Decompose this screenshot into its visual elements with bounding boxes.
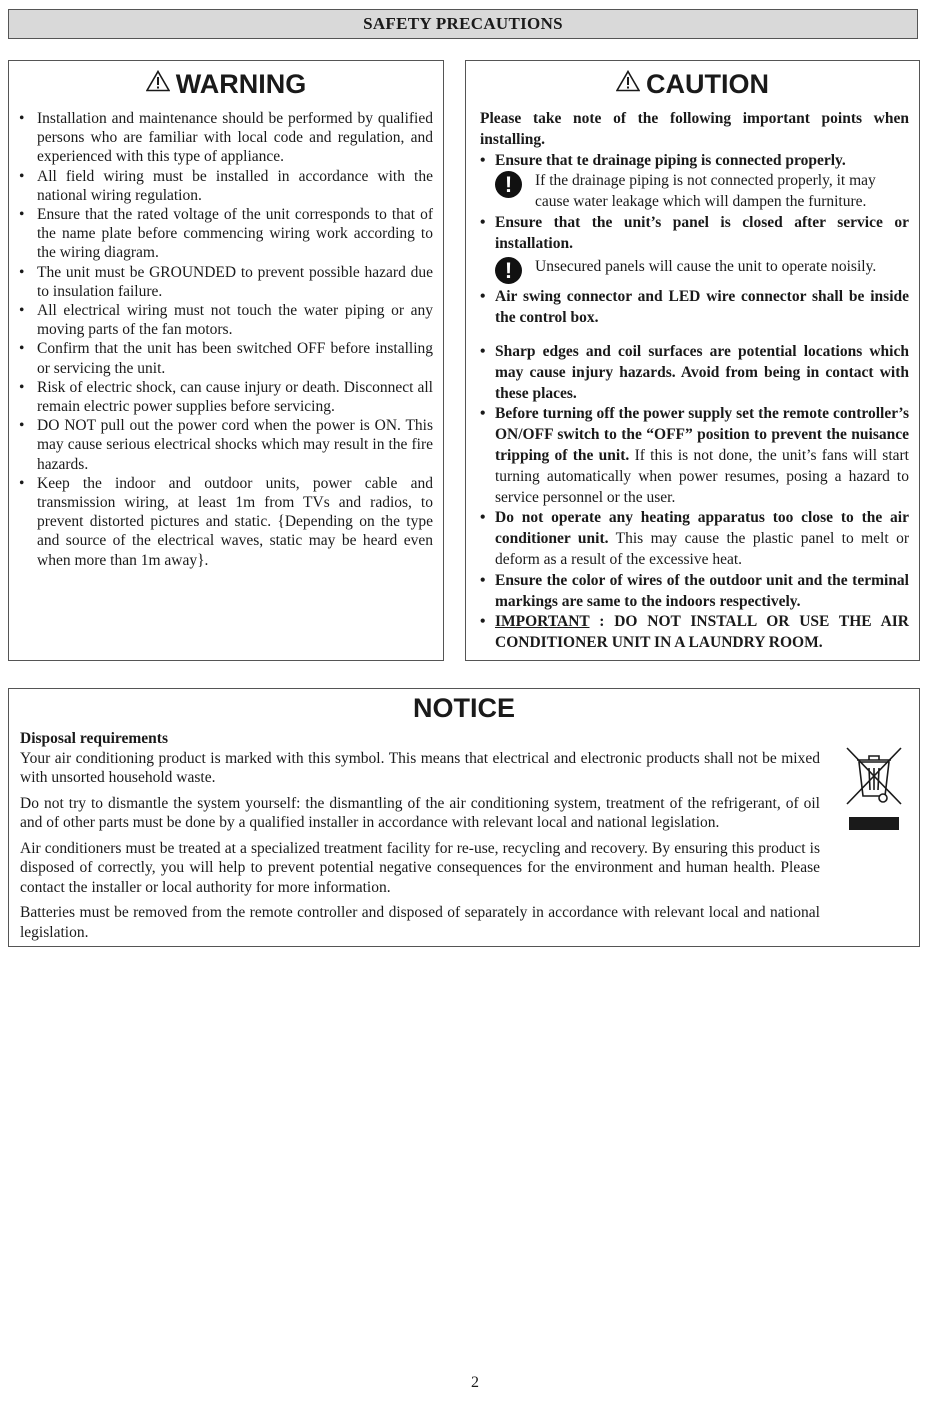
caution-title: CAUTION xyxy=(646,69,769,99)
caution-list xyxy=(480,287,909,329)
caution-list xyxy=(480,342,909,654)
list-item: • Do not operate any heating apparatus too close to the air conditioner unit. This may cause the plastic panel to melt or deform as a result of the excessive heat. xyxy=(480,509,909,568)
caution-list xyxy=(480,151,909,172)
page-number: 2 xyxy=(471,1374,479,1391)
exclamation-icon: ! xyxy=(495,171,522,198)
notice-paragraph: Do not try to dismantle the system yourself: the dismantling of the air conditioning system, treatment of the refrigerant, of oil and of other parts must be done by a qualified installer in accordance with relevant local and national legislation. xyxy=(20,794,820,831)
list-item: • Risk of electric shock, can cause injury or death. Disconnect all remain electric power supplies before servicing. xyxy=(19,378,433,416)
notice-paragraph: Air conditioners must be treated at a specialized treatment facility for re-use, recycling and recovery. By ensuring this product is disposed of correctly, you will help to prevent potential negative consequences for the environment and human health. Please contact the installer or local authority for more information. xyxy=(20,839,820,896)
notice-panel xyxy=(8,688,920,947)
warning-triangle-icon xyxy=(146,66,170,100)
list-item: • All electrical wiring must not touch the water piping or any moving parts of the fan motors. xyxy=(19,302,433,339)
warning-list xyxy=(9,109,433,570)
notice-paragraph: Your air conditioning product is marked with this symbol. This means that electrical and electronic products shall not be mixed with unsorted household waste. xyxy=(20,749,820,786)
caution-note: ! If the drainage piping is not connected properly, it may cause water leakage which will dampen the furniture. xyxy=(495,171,909,213)
notice-body xyxy=(20,729,820,948)
section-header: SAFETY PRECAUTIONS xyxy=(8,9,918,39)
list-item: • Before turning off the power supply set the remote controller’s ON/OFF switch to the “OFF” position to prevent the nuisance tripping of the unit. If this is not done, the unit’s fans will start turning automatically when power resumes, posing a hazard to service personnel or the user. xyxy=(480,405,909,506)
exclamation-icon: ! xyxy=(495,257,522,284)
notice-subtitle: Disposal requirements xyxy=(20,730,168,747)
warning-panel xyxy=(8,60,444,661)
caution-body xyxy=(480,109,909,654)
list-item: • Installation and maintenance should be performed by qualified persons who are familiar with local code and regulation, and experienced with this type of appliance. xyxy=(19,110,433,166)
list-item: • DO NOT pull out the power cord when the power is ON. This may cause serious electrical shocks which may result in the fire hazards. xyxy=(19,417,433,473)
notice-paragraph: Batteries must be removed from the remote controller and disposed of separately in accordance with relevant local and national legislation. xyxy=(20,904,820,941)
list-item: • Ensure that te drainage piping is connected properly. xyxy=(480,151,846,169)
list-item: • Confirm that the unit has been switched OFF before installing or servicing the unit. xyxy=(19,340,433,377)
list-item: • Air swing connector and LED wire connector shall be inside the control box. xyxy=(480,288,909,327)
caution-list xyxy=(480,213,909,255)
list-item: • All field wiring must be installed in accordance with the national wiring regulation. xyxy=(19,167,433,204)
caution-note: ! Unsecured panels will cause the unit to operate noisily. xyxy=(495,257,909,278)
list-item: • Ensure that the rated voltage of the unit corresponds to that of the name plate before commencing wiring work according to the wiring diagram. xyxy=(19,206,433,262)
list-item: • The unit must be GROUNDED to prevent possible hazard due to insulation failure. xyxy=(19,263,433,300)
caution-intro: Please take note of the following important points when installing. xyxy=(480,110,909,148)
caution-triangle-icon xyxy=(616,66,640,100)
caution-panel xyxy=(465,60,920,661)
list-item: • IMPORTANT : DO NOT INSTALL OR USE THE AIR CONDITIONER UNIT IN A LAUNDRY ROOM. xyxy=(480,613,909,652)
list-item: • Keep the indoor and outdoor units, power cable and transmission wiring, at least 1m from TVs and radios, to prevent distorted pictures and static. {Depending on the type and source of the electrical waves, static may be heard even when more than 1m away}. xyxy=(19,474,433,569)
list-item: • Sharp edges and coil surfaces are potential locations which may cause injury hazards. Avoid from being in contact with these places. xyxy=(480,342,909,402)
list-item: • Ensure that the unit’s panel is closed after service or installation. xyxy=(480,213,909,252)
notice-title: NOTICE xyxy=(412,693,515,723)
caution-heading xyxy=(466,67,919,101)
warning-title: WARNING xyxy=(175,69,307,99)
list-item: • Ensure the color of wires of the outdoor unit and the terminal markings are same to the indoors respectively. xyxy=(480,571,909,610)
crossed-out-wheelie-bin-icon xyxy=(845,746,903,835)
warning-heading xyxy=(9,67,443,101)
